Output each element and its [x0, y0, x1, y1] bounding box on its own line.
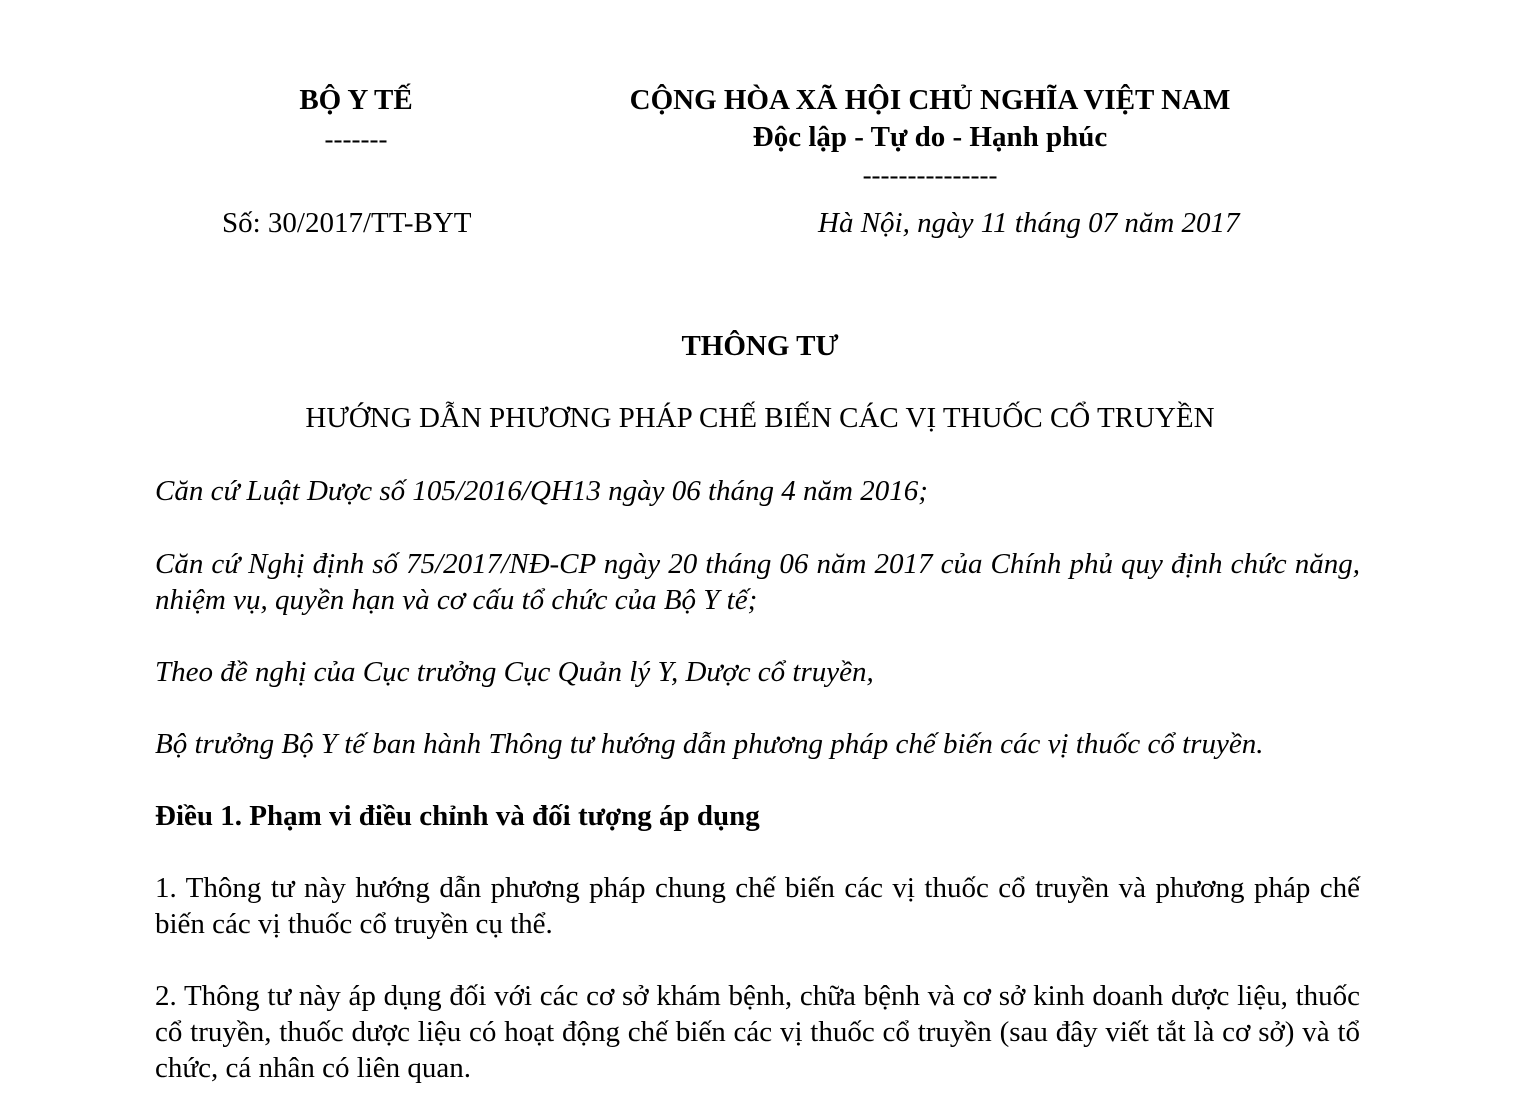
agency-divider: ------- — [324, 124, 388, 154]
document-type: THÔNG TƯ — [681, 330, 839, 362]
article-1-clause-2: 2. Thông tư này áp dụng đối với các cơ sở khám bệnh, chữa bệnh và cơ sở kinh doanh dược liệu, thuốc cổ truyền, thuốc dược liệu có hoạt động chế biến các vị thuốc cổ truyền (sau đây viết tắt là cơ sở) và tổ chức, cá nhân có liên quan. — [155, 980, 1360, 1084]
issuance-line: Bộ trưởng Bộ Y tế ban hành Thông tư hướng dẫn phương pháp chế biến các vị thuốc cổ truyền. — [155, 728, 1264, 760]
proposal-line: Theo đề nghị của Cục trưởng Cục Quản lý Y, Dược cổ truyền, — [155, 656, 874, 688]
national-title: CỘNG HÒA XÃ HỘI CHỦ NGHĨA VIỆT NAM — [629, 84, 1231, 116]
legal-basis-2: Căn cứ Nghị định số 75/2017/NĐ-CP ngày 20 tháng 06 năm 2017 của Chính phủ quy định chức năng, nhiệm vụ, quyền hạn và cơ cấu tổ chức của Bộ Y tế; — [155, 548, 1360, 616]
article-1-heading: Điều 1. Phạm vi điều chỉnh và đối tượng áp dụng — [155, 800, 760, 832]
document-subject: HƯỚNG DẪN PHƯƠNG PHÁP CHẾ BIẾN CÁC VỊ THUỐC CỔ TRUYỀN — [305, 402, 1215, 434]
motto-divider: --------------- — [862, 160, 998, 190]
article-1-clause-1: 1. Thông tư này hướng dẫn phương pháp chung chế biến các vị thuốc cổ truyền và phương pháp chế biến các vị thuốc cổ truyền cụ thể. — [155, 872, 1360, 940]
place-and-date: Hà Nội, ngày 11 tháng 07 năm 2017 — [818, 207, 1240, 239]
document-number: Số: 30/2017/TT-BYT — [222, 207, 472, 239]
national-motto: Độc lập - Tự do - Hạnh phúc — [752, 121, 1108, 153]
legal-basis-1: Căn cứ Luật Dược số 105/2016/QH13 ngày 06 tháng 4 năm 2016; — [155, 475, 928, 507]
agency-name: BỘ Y TẾ — [299, 84, 413, 116]
